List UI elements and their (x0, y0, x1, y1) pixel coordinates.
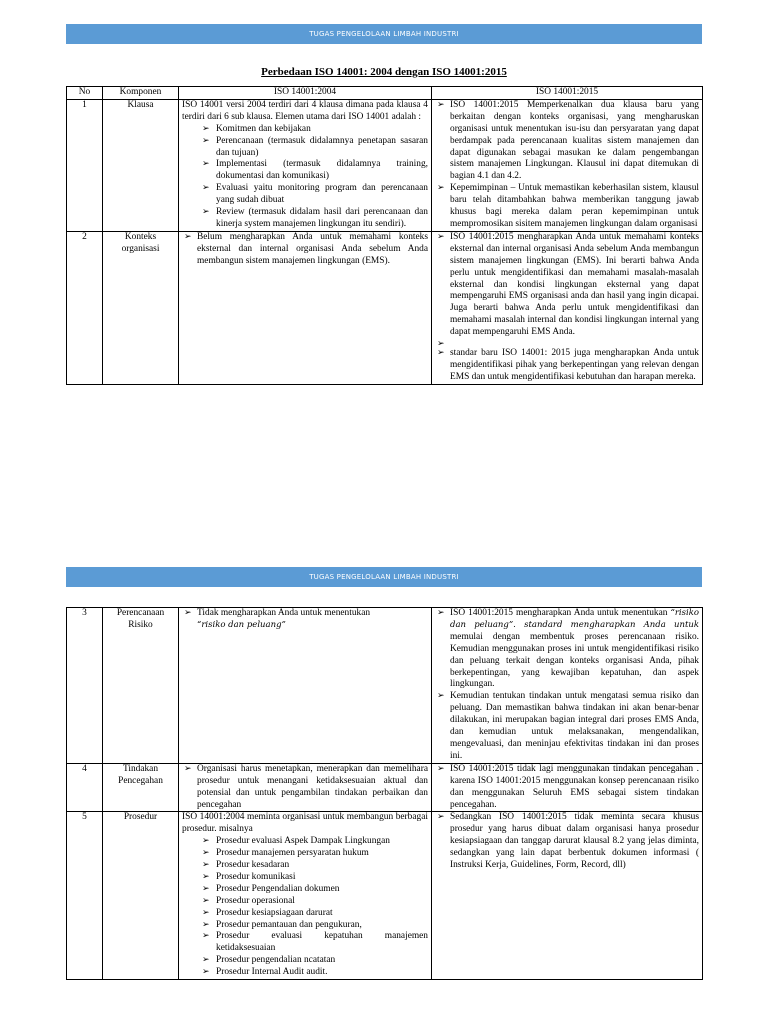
list-item: ➢ Implementasi (termasuk didalamnya training, dokumentasi dan komunikasi) (216, 159, 428, 183)
row-number: 1 (67, 99, 103, 231)
list-item (197, 608, 428, 632)
bullet-list (182, 836, 428, 979)
list-item: ➢ Organisasi harus menetapkan, menerapkan dan memelihara prosedur untuk menangani ketidaksesuaian aktual dan potensial dan untuk pengambilan tindakan perbaikan dan pencegahan (197, 764, 428, 812)
header-band (66, 24, 702, 44)
iso2015-cell (432, 231, 703, 384)
iso2004-cell (179, 608, 432, 764)
cell-intro: ISO 14001 versi 2004 terdiri dari 4 klausa dimana pada klausa 4 terdiri dari 6 sub klausa. Elemen utama dari ISO 14001 adalah : (182, 99, 428, 122)
list-item: ➢ Kemudian tentukan tindakan untuk mengatasi semua risiko dan peluang. Dan memastikan bahwa tindakan ini akan benar-benar dilakukan, ini merupakan bagian integral dari proses EMS Anda, dan kemudian untuk melaksanakan, mengendalikan, mengevaluasi, dan meninjau efektivitas tindakan ini dan proses ini. (450, 691, 699, 762)
bullet-list (435, 232, 699, 384)
list-item (450, 608, 699, 691)
list-item: ➢ Sedangkan ISO 14001:2015 tidak meminta secara khusus prosedur yang harus dibuat dalam organisasi hanya prosedur kesiapsiagaan dan tanggap darurat klausal 8.2 yang jelas diminta, sedangkan yang lain dapat berbentuk dokumen informasi ( Instruksi Kerja, Guidelines, Form, Record, dll) (450, 812, 699, 872)
table-row (67, 231, 703, 384)
list-item: ➢ Prosedur Internal Audit audit. (216, 967, 428, 979)
row-component: Konteks organisasi (103, 231, 179, 384)
item-text: ISO 14001:2015 mengharapkan Anda untuk menentukan (450, 608, 668, 618)
bullet-list (435, 812, 699, 872)
bullet-list (435, 608, 699, 763)
item-quote: “risiko dan peluang”. standard mengharapkan Anda untuk (450, 608, 699, 630)
list-item: ➢ Perencanaan (termasuk didalamnya penetapan sasaran dan tujuan) (216, 136, 428, 160)
header-band-page2 (66, 567, 702, 587)
footer-right: FAISAL ARSYAD (18 513 128) (618, 485, 698, 491)
list-item: ➢ Prosedur evaluasi kepatuhan manajemen ketidaksesuaian (216, 931, 428, 955)
bullet-list (182, 764, 428, 812)
row-number: 4 (67, 763, 103, 812)
bullet-list (182, 232, 428, 268)
table-row (67, 812, 703, 980)
iso2004-cell (179, 763, 432, 812)
row-number: 2 (67, 231, 103, 384)
list-item: ➢ Prosedur manajemen persyaratan hukum (216, 848, 428, 860)
iso2004-cell (179, 812, 432, 980)
item-quote: “risiko dan peluang” (197, 619, 286, 630)
document-title: Perbedaan ISO 14001: 2004 dengan ISO 14001:2015 (261, 66, 507, 78)
bullet-list (182, 608, 428, 632)
list-item: ➢ Evaluasi yaitu monitoring program dan perencanaan yang sudah dibuat (216, 183, 428, 207)
comparison-table-page2 (66, 607, 703, 980)
list-item: ➢ ISO 14001:2015 tidak lagi menggunakan tindakan pencegahan . karena ISO 14001:2015 menggunakan konsep perencanaan risiko dan menggunakan Seluruh EMS sebagai sistem tindakan pencegahan. (450, 764, 699, 812)
row-component: Perencanaan Risiko (103, 608, 179, 764)
header-title: TUGAS PENGELOLAAN LIMBAH INDUSTRI (309, 573, 459, 581)
iso2015-cell (432, 812, 703, 980)
list-item: ➢ Belum mengharapkan Anda untuk memahami konteks eksternal dan internal organisasi Anda sebelum Anda membangun sistem manajemen lingkungan (EMS). (197, 232, 428, 268)
list-item: ➢ ISO 14001:2015 Memperkenalkan dua klausa baru yang berkaitan dengan konteks organisasi, yang mengharuskan organisasi untuk menentukan isu-isu dan persyaratan yang dapat berdampak pada perencanaan kualitas sistem manajemen dan dapat digunakan sebagai masukan ke dalam pengembangan sistem manajemen Lingkungan. Klausul ini dapat ditemukan di bagian 4.1 dan 4.2. (450, 100, 699, 183)
list-item: ➢ Prosedur komunikasi (216, 872, 428, 884)
page-footer (66, 485, 702, 495)
bullet-list (435, 100, 699, 231)
iso2004-cell (179, 99, 432, 231)
list-item: ➢ Prosedur kesadaran (216, 860, 428, 872)
iso2015-cell (432, 763, 703, 812)
list-item: ➢ Prosedur operasional (216, 896, 428, 908)
iso2015-cell (432, 608, 703, 764)
list-item: ➢ Prosedur kesiapsiagaan darurat (216, 908, 428, 920)
cell-intro: ISO 14001:2004 meminta organisasi untuk membangun berbagai prosedur. misalnya (182, 812, 428, 835)
item-text: memulai dengan membentuk proses perencanaan risiko. Kemudian menggunakan proses ini untuk mengidentifikasi risiko dan peluang terkait dengan konteks organisasi Anda, pihak berkepentingan, yang kewajiban kepatuhan, dan aspek lingkungan. (450, 631, 699, 690)
bullet-list (435, 764, 699, 812)
list-item: ➢ Prosedur Pengendalian dokumen (216, 884, 428, 896)
table-row (67, 763, 703, 812)
row-number: 3 (67, 608, 103, 764)
table-header-row (67, 87, 703, 100)
iso2004-cell (179, 231, 432, 384)
list-item: ➢ Kepemimpinan – Untuk memastikan keberhasilan sistem, klausul baru telah ditambahkan bahwa memberikan tanggung jawab khusus bagi mereka dalam peran kepemimpinan untuk mempromosikan sisitem manajemen lingkungan dalam organisasi (450, 183, 699, 231)
header-no: No (67, 87, 103, 100)
row-component: Klausa (103, 99, 179, 231)
header-iso2004: ISO 14001:2004 (179, 87, 432, 100)
spacer (450, 339, 699, 348)
list-item: ➢ Prosedur pemantauan dan pengukuran, (216, 920, 428, 932)
list-item: ➢ Komitmen dan kebijakan (216, 124, 428, 136)
footer-left: TUGAS PENGELOLAAN LIMBAH INDUSTRI (70, 485, 183, 491)
header-komponen: Komponen (103, 87, 179, 100)
table-row (67, 608, 703, 764)
table-row (67, 99, 703, 231)
list-item: ➢ Review (termasuk didalam hasil dari perencanaan dan kinerja system manajemen lingkungan itu sendiri). (216, 207, 428, 231)
list-item: ➢ standar baru ISO 14001: 2015 juga mengharapkan Anda untuk mengidentifikasi pihak yang berkepentingan yang relevan dengan EMS dan untuk mengidentifikasi kebutuhan dan harapan mereka. (450, 348, 699, 384)
list-item: ➢ Prosedur pengendalian ncatatan (216, 955, 428, 967)
iso2015-cell (432, 99, 703, 231)
row-number: 5 (67, 812, 103, 980)
list-item: ➢ ISO 14001:2015 mengharapkan Anda untuk memahami konteks eksternal dan internal organisasi Anda sebelum Anda membangun sistem manajemen lingkungan (EMS). Ini berarti bahwa Anda perlu untuk mengidentifikasi dan memahami masalah-masalah eksternal dan kondisi lingkungan eksternal yang dapat mempengaruhi EMS organisasi anda dan hasil yang ingin dicapai. Juga berarti bahwa Anda perlu untuk mengidentifikasi dan memahami masalah internal dan kondisi lingkungan internal yang dapat mempengaruhi EMS Anda. (450, 232, 699, 339)
header-iso2015: ISO 14001:2015 (432, 87, 703, 100)
list-item: ➢ Prosedur evaluasi Aspek Dampak Lingkungan (216, 836, 428, 848)
comparison-table-page1 (66, 86, 703, 385)
item-text: Tidak mengharapkan Anda untuk menentukan (197, 608, 371, 618)
row-component: Tindakan Pencegahan (103, 763, 179, 812)
row-component: Prosedur (103, 812, 179, 980)
bullet-list (182, 124, 428, 231)
header-title: TUGAS PENGELOLAAN LIMBAH INDUSTRI (309, 30, 459, 38)
